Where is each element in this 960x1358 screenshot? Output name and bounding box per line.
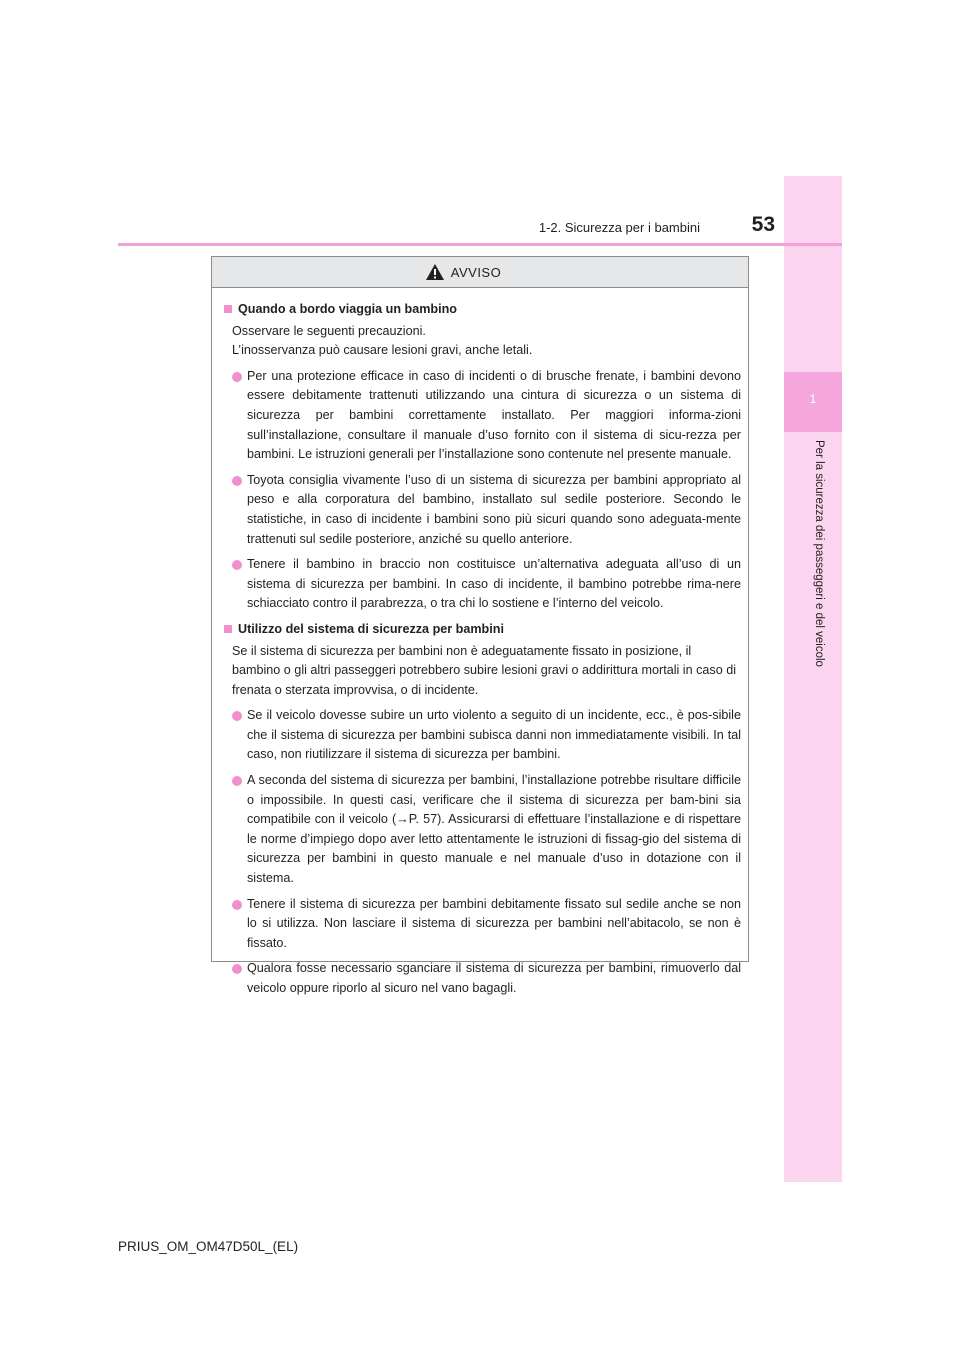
circle-bullet-icon	[232, 776, 242, 786]
section-heading	[224, 620, 741, 640]
side-tab	[784, 176, 842, 1182]
list-item-text: Qualora fosse necessario sganciare il sistema di sicurezza per bambini, rimuoverlo dal veicolo oppure riporlo al sicuro nel vano bagagli.	[247, 961, 741, 995]
square-bullet-icon	[224, 305, 232, 313]
list-item	[224, 895, 741, 954]
list-item-text: Toyota consiglia vivamente l’uso di un sistema di sicurezza per bambini appropriato al peso e alla corporatura del bambino, installato sul sedile posteriore. Secondo le statistiche, in caso di incidente i bambini sono più sicuri quando sono adeguata-mente trattenuti sul sedile posteriore, anziché su quello anteriore.	[247, 472, 741, 546]
section-heading	[224, 300, 741, 320]
header-rule	[118, 243, 842, 246]
page-number: 53	[751, 213, 775, 236]
list-item	[224, 959, 741, 998]
intro-paragraph: Se il sistema di sicurezza per bambini non è adeguatamente fissato in posizione, il bambino o gli altri passeggeri potrebbero subire lesioni gravi o addirittura mortali in caso di frenata o sterzata improvvisa, o di incidente.	[232, 643, 737, 697]
list-item	[224, 367, 741, 465]
warning-box	[211, 256, 749, 995]
list-item	[224, 706, 741, 765]
chapter-title: Per la sicurezza dei passeggeri e del veicolo	[813, 440, 825, 667]
list-item-text: A seconda del sistema di sicurezza per bambini, l’installazione potrebbe risultare difficile o impossibile. In questi casi, verificare che il sistema di sicurezza per bam-bini sia compatibile con il veicolo (→P. 57). Assicurarsi di effettuare l’installazione e di rispettare le norme d’impiego dopo aver letto attentamente le istruzioni di fissag-gio del sistema di sicurezza per bambini in questo manuale e nel manuale d’uso in dotazione con il sistema.	[247, 773, 741, 886]
section-heading-text: Utilizzo del sistema di sicurezza per bambini	[238, 621, 504, 636]
list-item	[224, 771, 741, 889]
list-item-text: Se il veicolo dovesse subire un urto violento a seguito di un incidente, ecc., è pos-sibile che il sistema di sicurezza per bambini subisca danni non immediatamente visibili. In tal caso, non riutilizzare il sistema di sicurezza per bambini.	[247, 708, 741, 762]
circle-bullet-icon	[232, 900, 242, 910]
list-item-text: Tenere il sistema di sicurezza per bambini debitamente fissato sul sedile anche se non lo si utilizza. Non lasciare il sistema di sicurezza per bambini nell’abitacolo, se non è fissato.	[247, 896, 741, 950]
warning-title: AVVISO	[450, 264, 502, 280]
warning-content	[212, 288, 748, 999]
intro-line: Osservare le seguenti precauzioni.	[232, 323, 426, 338]
circle-bullet-icon	[232, 964, 242, 974]
section-title: 1-2. Sicurezza per i bambini	[538, 220, 700, 235]
document-code: PRIUS_OM_OM47D50L_(EL)	[118, 1239, 299, 1254]
list-item-text: Tenere il bambino in braccio non costituisce un’alternativa adeguata all’uso di un sistema di sicurezza per bambini. In caso di incidente, il bambino potrebbe rima-nere schiacciato contro il parabrezza, o tra chi lo sostiene e l’interno del veicolo.	[247, 557, 741, 611]
circle-bullet-icon	[232, 711, 242, 721]
section-heading-text: Quando a bordo viaggia un bambino	[238, 302, 457, 316]
list-item-text: Per una protezione efficace in caso di incidenti o di brusche frenate, i bambini devono essere debitamente trattenuti utilizzando una cintura di sicurezza o un sistema di sicurezza per bambini correttamente installato. Per maggiori informa-zioni sull’installazione, consultare il manuale d’uso fornito con il sistema di sicu-rezza per bambini. Le istruzioni generali per l’installazione sono contenute nel presente manuale.	[247, 368, 741, 462]
chapter-number: 1	[809, 392, 817, 406]
square-bullet-icon	[224, 625, 232, 633]
circle-bullet-icon	[232, 476, 242, 486]
list-item	[224, 471, 741, 549]
circle-bullet-icon	[232, 372, 242, 382]
warning-triangle-icon	[425, 263, 445, 281]
warning-header	[212, 257, 748, 288]
circle-bullet-icon	[232, 560, 242, 570]
list-item	[224, 555, 741, 614]
intro-line: L’inosservanza può causare lesioni gravi, anche letali.	[232, 343, 533, 358]
